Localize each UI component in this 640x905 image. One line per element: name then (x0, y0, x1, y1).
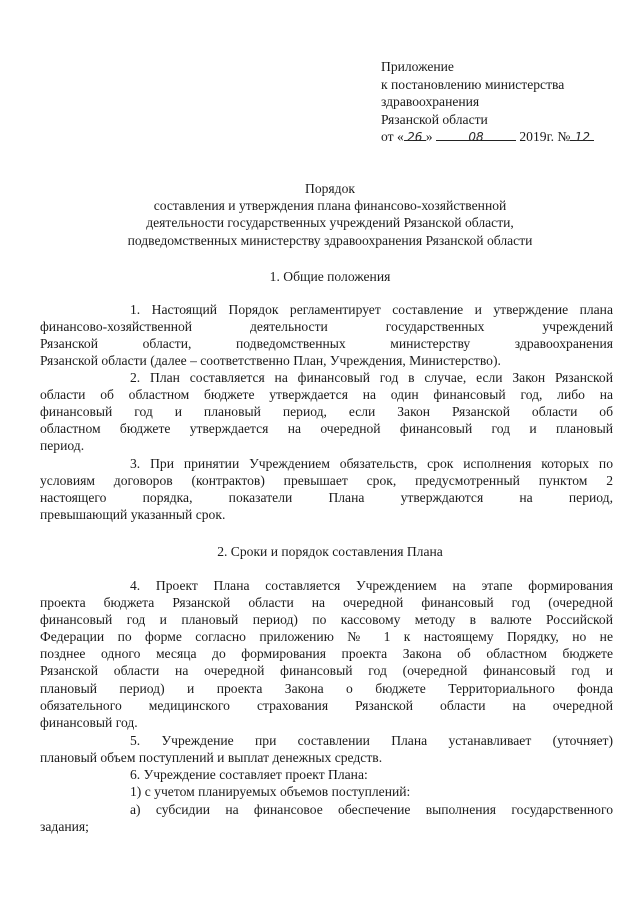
p6-line-1: 6. Учреждение составляет проект Плана: (130, 767, 368, 782)
p3-line-4: превышающий указанный срок. (40, 507, 226, 523)
p8-line-1: а) субсидии на финансовое обеспечение выполнения государственного (130, 802, 613, 817)
p4-line-1: 4. Проект Плана составляется Учреждением на этапе формирования (130, 578, 613, 593)
p2-line-4: областном бюджете утверждается на очередной финансовый год и плановый (40, 421, 613, 437)
date-close: » (425, 129, 433, 145)
title-line-3: деятельности государственных учреждений Рязанской области, (146, 215, 514, 231)
p1-line-4: Рязанской области (далее – соответственно План, Учреждения, Министерство). (40, 353, 501, 369)
p4-line-9: финансовый год. (40, 714, 138, 730)
date-prefix: от « (381, 129, 404, 145)
paragraph-7 (130, 783, 613, 800)
p1-line-1: 1. Настоящий Порядок регламентирует составление и утверждение плана (130, 302, 613, 317)
section-2-heading: 2. Сроки и порядок составления Плана (217, 544, 443, 559)
p4-line-2: проекта бюджета Рязанской области на очередной финансовый год (очередной (40, 595, 613, 611)
paragraph-3 (40, 455, 613, 523)
p3-line-3: настоящего порядка, показатели Плана утверждаются на период, (40, 490, 613, 506)
p2-line-1: 2. План составляется на финансовый год в случае, если Закон Рязанской (130, 370, 613, 385)
date-day-field (404, 128, 426, 145)
p7-line-1: 1) с учетом планируемых объемов поступлений: (130, 784, 411, 799)
appendix-line-3: здравоохранения (381, 94, 480, 110)
paragraph-5 (40, 732, 613, 766)
p8-line-2: задания; (40, 819, 89, 835)
date-day: 26 (407, 130, 423, 145)
paragraph-2 (40, 369, 613, 454)
p3-line-2: условиям договоров (контрактов) превышает срок, предусмотренный пунктом 2 (40, 473, 613, 489)
appendix-line-4: Рязанской области (381, 111, 488, 127)
p2-line-3: финансовый год и плановый период, если Закон Рязанской области об (40, 404, 613, 420)
appendix-line-1: Приложение (381, 59, 454, 74)
date-month: 08 (468, 130, 484, 145)
p5-line-2: плановый объем поступлений и выплат денежных средств. (40, 750, 383, 766)
paragraph-4 (40, 577, 613, 731)
p4-line-3: финансовый год и плановый период) по кассовому методу в валюте Российской (40, 612, 613, 628)
document-title (40, 180, 620, 249)
p3-line-1: 3. При принятии Учреждением обязательств, срок исполнения которых по (130, 456, 613, 471)
title-line-1: Порядок (305, 181, 355, 196)
paragraph-6 (130, 766, 613, 783)
date-year: 2019г. № (519, 129, 571, 145)
appendix-block (381, 58, 621, 146)
p4-line-6: Рязанской области на очередной финансовый год (очередной финансовый год и (40, 663, 613, 679)
date-month-field (436, 128, 516, 145)
paragraph-1 (40, 301, 613, 369)
doc-number: 12 (574, 130, 591, 145)
p4-line-4: Федерации по форме согласно приложению № 1 к настоящему Порядку, но не (40, 629, 613, 645)
p1-line-2: финансово-хозяйственной деятельности государственных учреждений (40, 319, 613, 335)
section-1-heading: 1. Общие положения (269, 269, 391, 284)
p4-line-8: обязательного медицинского страхования Рязанской области на очередной (40, 697, 613, 713)
p2-line-5: период. (40, 438, 85, 454)
p4-line-7: плановый период) и проекта Закона о бюджете Территориального фонда (40, 680, 613, 696)
appendix-date-line (381, 128, 621, 146)
p5-line-1: 5. Учреждение при составлении Плана устанавливает (уточняет) (130, 733, 613, 748)
p1-line-3: Рязанской области, подведомственных министерству здравоохранения (40, 336, 613, 352)
title-line-4: подведомственных министерству здравоохранения Рязанской области (127, 232, 533, 248)
p2-line-2: области об областном бюджете утверждается на один финансовый год, либо на (40, 387, 613, 403)
p4-line-5: позднее одного месяца до формирования проекта Закона об областном бюджете (40, 646, 613, 662)
doc-number-field (570, 128, 594, 145)
appendix-line-2: к постановлению министерства (381, 76, 565, 92)
title-line-2: составления и утверждения плана финансово-хозяйственной (153, 198, 507, 214)
paragraph-8 (40, 801, 613, 835)
